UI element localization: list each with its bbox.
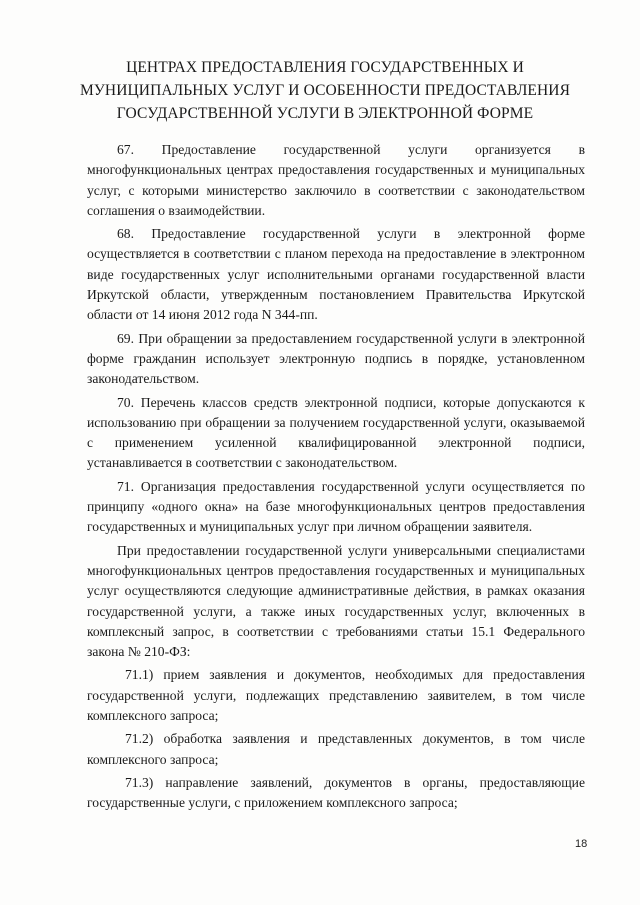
paragraph-68: 68. Предоставление государственной услуги в электронной форме осуществляется в соответствии с планом перехода на предоставление в электронном виде государственных услуг исполнительными органами государственной власти Иркутской области, утвержденным постановлением Правительства Иркутской области от 14 июня 2012 года N 344-пп. [87, 226, 585, 323]
paragraph-71-intro: При предоставлении государственной услуги универсальными специалистами многофункциональных центров предоставления государственных и муниципальных услуг осуществляются следующие административные действия, в рамках оказания государственной услуги, а также иных государственных услуг, включенных в комплексный запрос, в соответствии с требованиями статьи 15.1 Федерального закона № 210-ФЗ: [87, 542, 585, 660]
paragraph-71: 71. Организация предоставления государственной услуги осуществляется по принципу «одного окна» на базе многофункциональных центров предоставления государственных и муниципальных услуг при личном обращении заявителя. [87, 478, 585, 535]
heading-line: ГОСУДАРСТВЕННОЙ УСЛУГИ В ЭЛЕКТРОННОЙ ФОРМЕ [116, 105, 534, 122]
paragraph-70: 70. Перечень классов средств электронной подписи, которые допускаются к использованию при обращении за получением государственной услуги, оказываемой с применением усиленной квалифицированной электронной подписи, устанавливается в соответствии с законодательством. [87, 394, 585, 471]
heading-line: МУНИЦИПАЛЬНЫХ УСЛУГ И ОСОБЕННОСТИ ПРЕДОСТАВЛЕНИЯ [79, 82, 571, 99]
paragraph-67: 67. Предоставление государственной услуги организуется в многофункциональных центрах предоставления государственных и муниципальных услуг, с которыми министерство заключило в соответствии с законодательством соглашения о взаимодействии. [87, 142, 585, 218]
list-item-71-1: 71.1) прием заявления и документов, необходимых для предоставления государственной услуги, подлежащих представлению заявителем, в том числе комплексного запроса; [87, 667, 585, 724]
heading-line: ЦЕНТРАХ ПРЕДОСТАВЛЕНИЯ ГОСУДАРСТВЕННЫХ И [126, 59, 524, 76]
list-item-71-2: 71.2) обработка заявления и представленных документов, в том числе комплексного запроса; [87, 731, 585, 767]
list-item-71-3: 71.3) направление заявлений, документов в органы, предоставляющие государственные услуги, с приложением комплексного запроса; [87, 774, 585, 811]
page-number: 18 [575, 838, 588, 850]
paragraph-69: 69. При обращении за предоставлением государственной услуги в электронной форме гражданин использует электронную подпись в порядке, установленном законодательством. [87, 330, 585, 387]
section-heading [60, 56, 590, 125]
document-body [87, 140, 585, 817]
